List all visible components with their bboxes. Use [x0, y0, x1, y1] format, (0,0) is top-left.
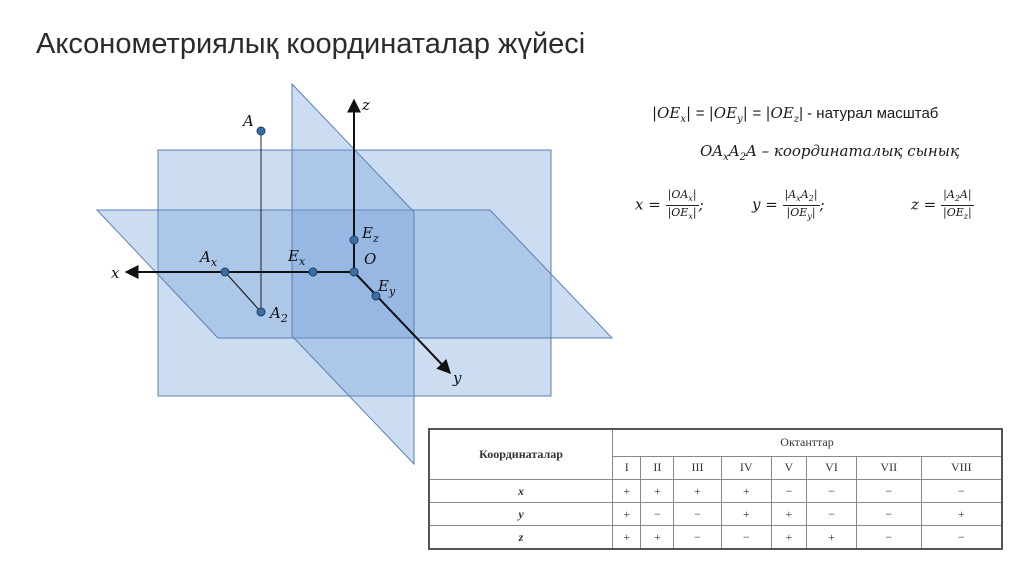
formula-natural-scale: $|OE_x| = |OE_y| = |OE_z|$ - натурал масштаб: [652, 104, 939, 125]
sign-cell: +: [807, 526, 857, 549]
sign-cell: +: [613, 526, 641, 549]
octant-header: VIII: [921, 456, 1002, 479]
sign-cell: +: [613, 503, 641, 526]
sign-cell: −: [856, 503, 921, 526]
label-z: z: [362, 96, 370, 114]
table-row: [429, 503, 1002, 526]
row-label: y: [429, 503, 613, 526]
table-row: [429, 480, 1002, 503]
point-ex: [309, 268, 317, 276]
formula-coordinate-polyline: $OA_xA_2A$ – координаталық сынық: [700, 142, 960, 163]
sign-cell: −: [856, 480, 921, 503]
octant-sign-table: [428, 428, 1003, 550]
label-ey: $E_y$: [378, 277, 396, 298]
label-a2: $A_2$: [270, 304, 288, 325]
label-y: y: [453, 369, 462, 387]
label-ez: $E_z$: [362, 224, 379, 245]
octant-header: IV: [721, 456, 771, 479]
point-a: [257, 127, 265, 135]
octant-header: III: [674, 456, 721, 479]
table-group-label: Октанттар: [613, 429, 1003, 456]
sign-cell: −: [674, 526, 721, 549]
sign-cell: −: [921, 480, 1002, 503]
sign-cell: +: [771, 503, 806, 526]
slide-title: Аксонометриялық координаталар жүйесі: [36, 28, 586, 60]
sign-cell: +: [721, 503, 771, 526]
sign-cell: −: [921, 526, 1002, 549]
sign-cell: −: [721, 526, 771, 549]
point-a2: [257, 308, 265, 316]
table-corner-label: Координаталар: [429, 429, 613, 480]
row-label: z: [429, 526, 613, 549]
octant-header: VII: [856, 456, 921, 479]
point-origin: [350, 268, 358, 276]
formula-x-ratio: x = $\frac{|OA_x|}{|OE_x|}$ ;: [635, 188, 704, 222]
row-label: x: [429, 480, 613, 503]
label-ax: $A_x$: [200, 248, 218, 269]
sign-cell: +: [613, 480, 641, 503]
octant-header: V: [771, 456, 806, 479]
octant-header: I: [613, 456, 641, 479]
sign-cell: +: [921, 503, 1002, 526]
sign-cell: −: [807, 503, 857, 526]
label-o: O: [364, 250, 377, 268]
sign-cell: +: [721, 480, 771, 503]
table-row: [429, 526, 1002, 549]
label-ex: $E_x$: [288, 247, 306, 268]
octant-header: VI: [807, 456, 857, 479]
sign-cell: −: [641, 503, 674, 526]
label-a: A: [243, 112, 254, 130]
sign-cell: −: [771, 480, 806, 503]
sign-cell: −: [807, 480, 857, 503]
sign-cell: +: [674, 480, 721, 503]
point-ez: [350, 236, 358, 244]
sign-cell: +: [641, 480, 674, 503]
label-x: x: [111, 264, 120, 282]
sign-cell: +: [641, 526, 674, 549]
sign-cell: −: [674, 503, 721, 526]
formula-z-ratio: z = $\frac{|A_2A|}{|OE_z|}$: [911, 188, 972, 222]
sign-cell: −: [856, 526, 921, 549]
octant-header: II: [641, 456, 674, 479]
sign-cell: +: [771, 526, 806, 549]
point-ax: [221, 268, 229, 276]
formula-y-ratio: y = $\frac{|A_xA_2|}{|OE_y|}$ ;: [752, 188, 825, 222]
